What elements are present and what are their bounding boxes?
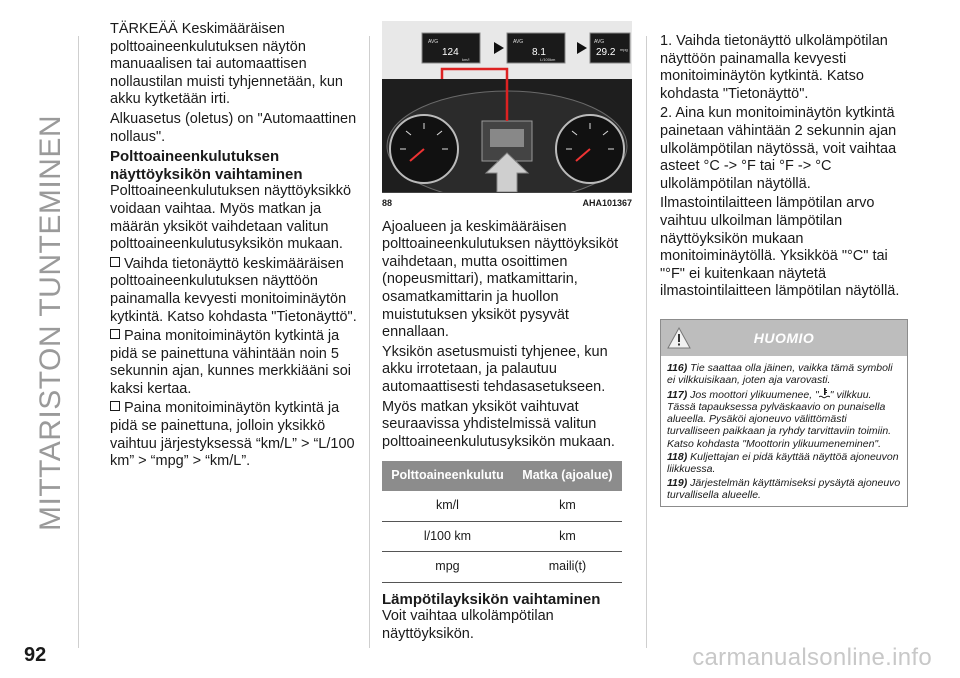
screen-2-value: 8.1 <box>532 47 546 58</box>
paragraph: TÄRKEÄÄ Keskimääräisen polttoaineenkulutuksen näytön manuaalisen tai automaattisen nollaustilan muisti tyhjennetään, kun akku kytketään irti. <box>110 21 343 108</box>
column-1 <box>110 21 358 473</box>
step-item <box>110 328 358 398</box>
step-square-icon <box>110 257 120 267</box>
warning-item <box>667 362 901 387</box>
figure-caption <box>382 195 632 213</box>
instrument-cluster-figure <box>382 21 632 193</box>
paragraph: Ajoalueen ja keskimääräisen polttoaineenkulutuksen näyttöyksiköt vaihdetaan, mutta osoittimen (nopeusmittari), matkamittarin, osamatkamittarin ja huollon muistutuksen yksiköt pysyvät ennallaan. <box>382 218 619 341</box>
column-2 <box>382 21 632 645</box>
chapter-title-text: MITTARISTON TUNTEMINEN <box>34 115 67 531</box>
paragraph: Voit vaihtaa ulkolämpötilan näyttöyksikön. <box>382 608 554 642</box>
screen-2-unit: L/100km <box>540 57 556 62</box>
watermark: carmanualsonline.info <box>692 644 932 671</box>
table-cell: km <box>513 491 622 521</box>
warning-number: 116) <box>667 361 688 374</box>
cluster-illustration <box>382 21 632 192</box>
warning-header <box>661 320 907 356</box>
screen-3 <box>590 33 630 63</box>
table-row <box>382 491 622 521</box>
step-item <box>110 256 358 326</box>
column-3 <box>660 33 908 507</box>
table-row <box>382 521 622 552</box>
paragraph: Polttoaineenkulutuksen näyttöyksikkö voidaan vaihtaa. Myös matkan ja määrän yksiköt vaihdetaan valitun polttoaineenkulutusyksikön mukaan. <box>110 183 352 253</box>
paragraph: 1. Vaihda tietonäyttö ulkolämpötilan näyttöön painamalla kevyesti monitoiminäytön kytkintä. Katso kohdasta "Tietonäyttö". <box>660 33 888 102</box>
table-cell: km <box>513 521 622 552</box>
warning-text: Järjestelmän käyttämiseksi pysäytä ajoneuvo turvallisella alueelle. <box>667 476 901 501</box>
table-cell: km/l <box>382 491 513 521</box>
units-table <box>382 461 622 582</box>
warning-number: 118) <box>667 450 688 463</box>
table-header-distance: Matka (ajoalue) <box>513 461 622 491</box>
screen-1 <box>422 33 480 63</box>
warning-item <box>667 388 901 450</box>
paragraph: Myös matkan yksiköt vaihtuvat seuraavissa yhdistelmissä valitun polttoaineenkulutusyksikön mukaan. <box>382 398 615 450</box>
screen-2-label: AVG <box>513 39 524 45</box>
warning-item <box>667 451 901 476</box>
screen-3-label: AVG <box>594 39 605 45</box>
table-header-fuel: Polttoaineenkulutu <box>382 461 513 491</box>
screen-2 <box>507 33 565 63</box>
column-divider-1 <box>369 36 370 648</box>
warning-number: 117) <box>667 388 688 401</box>
step-square-icon <box>110 329 120 339</box>
figure-code: AHA101367 <box>582 198 632 208</box>
paragraph: Yksikön asetusmuisti tyhjenee, kun akku irrotetaan, ja palautuu automaattisesti tehdasasetukseen. <box>382 343 608 395</box>
step-item <box>110 400 358 470</box>
warning-text: Kuljettajan ei pidä käyttää näyttöä ajoneuvon liikkuessa. <box>667 450 899 476</box>
table-cell: maili(t) <box>513 552 622 583</box>
warning-text: Jos moottori ylikuumenee, " <box>690 388 819 401</box>
table-row <box>382 552 622 583</box>
paragraph: 2. Aina kun monitoiminäytön kytkintä painetaan vähintään 2 sekunnin ajan ulkolämpötilan näytössä, voit vaihtaa asteet °C -> °F tai °F -> °C ulkolämpötilan näytöllä. <box>660 105 897 192</box>
warning-item <box>667 477 901 502</box>
page-number: 92 <box>24 644 47 666</box>
warning-body <box>661 356 907 506</box>
screen-1-unit: km/l <box>462 57 470 62</box>
warning-text: " vilkkuu. Tässä tapauksessa pylväskaavio on punaisella alueella. Pysäköi ajoneuvo välittömästi turvalliseen paikkaan ja ryhdy tarvittaviin toimiin. Katso kohdasta "Moottorin ylikuumeneminen". <box>667 388 892 450</box>
screen-1-label: AVG <box>428 39 439 45</box>
warning-text: Tie saattaa olla jäinen, vaikka tämä symboli ei vilkkuisikaan, joten aja varovasti. <box>667 361 893 387</box>
step-text: Paina monitoiminäytön kytkintä ja pidä se painettuna vähintään noin 5 sekunnin ajan, kunnes merkkiääni soi kaksi kertaa. <box>110 328 351 397</box>
step-text: Paina monitoiminäytön kytkintä ja pidä se painettuna, jolloin yksikkö vaihtuu järjestyksessä “km/L” > “L/100 km” > “mpg” > “km/L”. <box>110 400 355 470</box>
table-cell: mpg <box>382 552 513 583</box>
screen-3-value: 29.2 <box>596 47 616 58</box>
warning-title: HUOMIO <box>753 329 815 346</box>
figure-ref: 88 <box>382 198 393 208</box>
side-divider <box>78 36 79 648</box>
warning-number: 119) <box>667 476 688 489</box>
step-text: Vaihda tietonäyttö keskimääräisen polttoaineenkulutuksen näyttöön painamalla kevyesti monitoiminäytön kytkintä. Katso kohdasta "Tietonäyttö". <box>110 255 357 325</box>
step-square-icon <box>110 401 120 411</box>
table-cell: l/100 km <box>382 521 513 552</box>
warning-box <box>660 319 908 507</box>
coolant-temperature-icon <box>819 388 830 399</box>
section-heading: Polttoaineenkulutuksen näyttöyksikön vaihtaminen <box>110 148 303 183</box>
screen-1-value: 124 <box>442 47 459 58</box>
section-heading: Lämpötilayksikön vaihtaminen <box>382 590 601 608</box>
paragraph: Alkuasetus (oletus) on "Automaattinen nollaus". <box>110 110 357 145</box>
column-divider-2 <box>646 36 647 648</box>
paragraph: Ilmastointilaitteen lämpötilan arvo vaihtuu ulkoilman lämpötilan näyttöyksikön mukaan monitoiminäytöllä. Yksikköä "°C" tai "°F" ei kuitenkaan näytetä ilmastointilaitteen lämpötilan näytöllä. <box>660 195 900 300</box>
screen-3-unit: mpg <box>620 47 628 52</box>
